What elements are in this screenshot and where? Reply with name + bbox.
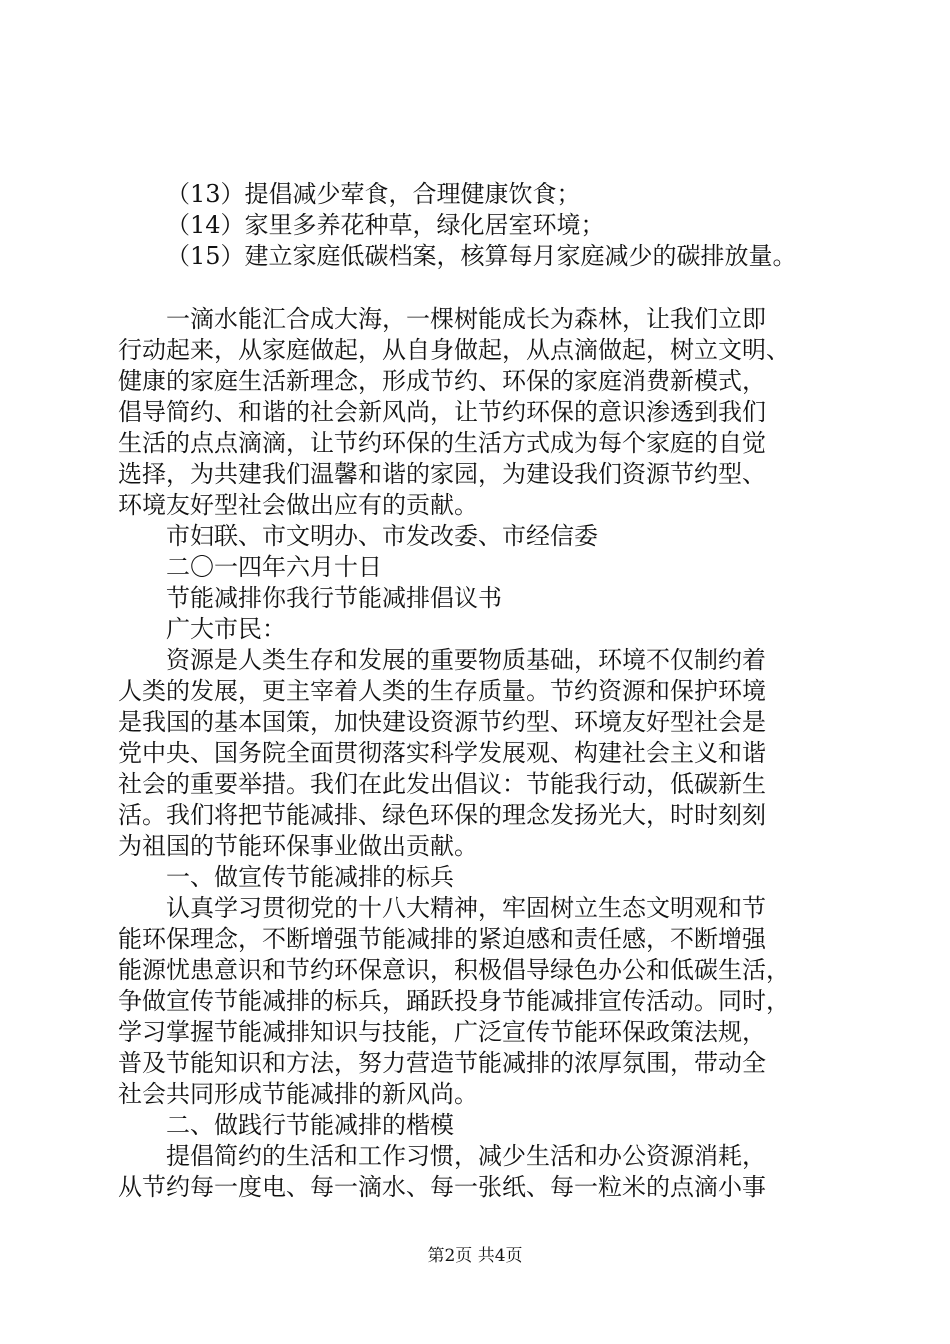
paragraph-line: 是我国的基本国策，加快建设资源节约型、环境友好型社会是 (118, 708, 766, 736)
measures-list (118, 179, 838, 272)
blank-line (118, 272, 838, 304)
paragraph-line: 学习掌握节能减排知识与技能，广泛宣传节能环保政策法规， (118, 1018, 766, 1046)
paragraph-line: 生活的点点滴滴，让节约环保的生活方式成为每个家庭的自觉 (118, 429, 766, 457)
paragraph-line: 党中央、国务院全面贯彻落实科学发展观、构建社会主义和谐 (118, 739, 766, 767)
paragraph-line: 从节约每一度电、每一滴水、每一张纸、每一粒米的点滴小事 (118, 1173, 766, 1201)
paragraph-line: 行动起来，从家庭做起，从自身做起，从点滴做起，树立文明、 (118, 336, 790, 364)
section1-paragraph (118, 893, 838, 1110)
page-footer: 第2页 共4页 (427, 1246, 523, 1266)
intro-paragraph (118, 645, 838, 862)
paragraph-line: 为祖国的节能环保事业做出贡献。 (118, 832, 478, 860)
section-heading: 二、做践行节能减排的楷模 (166, 1111, 454, 1139)
list-item: （15）建立家庭低碳档案，核算每月家庭减少的碳排放量。 (166, 242, 797, 270)
document-title: 节能减排你我行节能减排倡议书 (166, 584, 502, 612)
paragraph-line: 提倡简约的生活和工作习惯，减少生活和办公资源消耗， (166, 1142, 766, 1170)
paragraph-line: 倡导简约、和谐的社会新风尚，让节约环保的意识渗透到我们 (118, 398, 766, 426)
paragraph-line: 争做宣传节能减排的标兵，踊跃投身节能减排宣传活动。同时， (118, 987, 790, 1015)
paragraph-line: 普及节能知识和方法，努力营造节能减排的浓厚氛围，带动全 (118, 1049, 766, 1077)
date: 二〇一四年六月十日 (166, 553, 382, 581)
paragraph-line: 活。我们将把节能减排、绿色环保的理念发扬光大，时时刻刻 (118, 801, 766, 829)
paragraph-line: 健康的家庭生活新理念，形成节约、环保的家庭消费新模式， (118, 367, 766, 395)
paragraph-line: 资源是人类生存和发展的重要物质基础，环境不仅制约着 (166, 646, 766, 674)
section2-paragraph (118, 1141, 838, 1203)
paragraph-line: 社会共同形成节能减排的新风尚。 (118, 1080, 478, 1108)
paragraph-line: 能源忧患意识和节约环保意识，积极倡导绿色办公和低碳生活， (118, 956, 790, 984)
list-item: （14）家里多养花种草，绿化居室环境； (166, 211, 605, 239)
signature: 市妇联、市文明办、市发改委、市经信委 (166, 522, 598, 550)
paragraph-line: 社会的重要举措。我们在此发出倡议：节能我行动，低碳新生 (118, 770, 766, 798)
closing-paragraph (118, 304, 838, 521)
paragraph-line: 一滴水能汇合成大海，一棵树能成长为森林，让我们立即 (166, 305, 766, 333)
paragraph-line: 认真学习贯彻党的十八大精神，牢固树立生态文明观和节 (166, 894, 766, 922)
paragraph-line: 选择，为共建我们温馨和谐的家园，为建设我们资源节约型、 (118, 460, 766, 488)
list-item: （13）提倡减少荤食，合理健康饮食； (166, 180, 581, 208)
salutation: 广大市民： (166, 615, 286, 643)
paragraph-line: 环境友好型社会做出应有的贡献。 (118, 491, 478, 519)
paragraph-line: 能环保理念，不断增强节能减排的紧迫感和责任感，不断增强 (118, 925, 766, 953)
paragraph-line: 人类的发展，更主宰着人类的生存质量。节约资源和保护环境 (118, 677, 766, 705)
document-body (118, 179, 838, 1203)
section-heading: 一、做宣传节能减排的标兵 (166, 863, 454, 891)
